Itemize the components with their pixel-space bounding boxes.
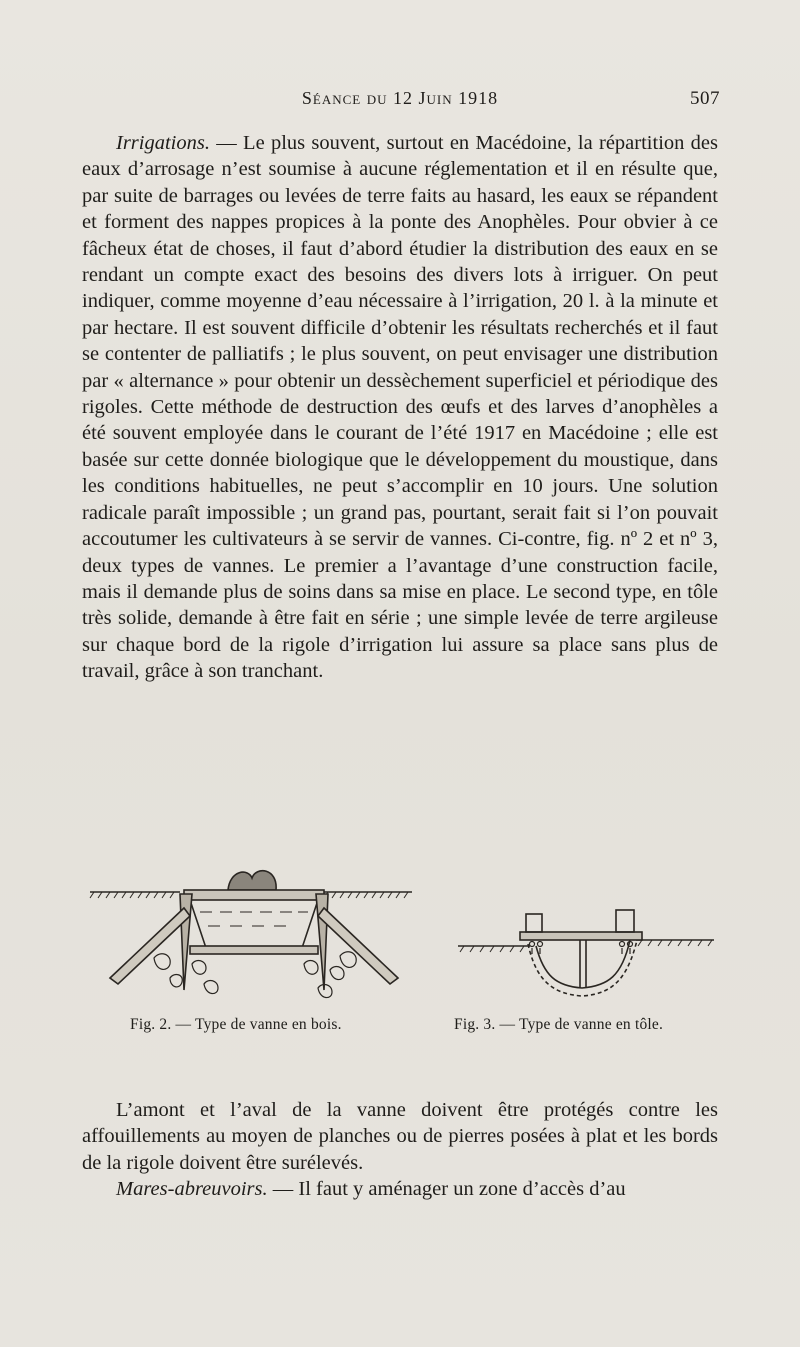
paragraph-irrigations-body: — Le plus souvent, surtout en Macédoine, la répartition des eaux d’arrosage n’est soumise à aucune réglementation et il en résulte que, par suite de barrages ou levées de terre faits au hasard, les eaux se répandent et forment des nappes propices à la ponte des Anophèles. Pour obvier à ce fâcheux état de choses, il faut d’abord étudier la distribution des eaux en se rendant un compte exact des besoins des divers lots à irriguer. On peut indiquer, comme moyenne d’eau nécessaire à l’irrigation, 20 l. à la minute et par hectare. Il est souvent difficile d’obtenir les résultats recherchés et il faut se contenter de palliatifs ; le plus souvent, on peut envisager une distribution par « alternance » pour obtenir un dessèchement superficiel et périodique des rigoles. Cette méthode de destruction des œufs et des larves d’anophèles a été souvent employée dans le courant de l’été 1917 en Macédoine ; elle est basée sur cette donnée biologique que le développement du moustique, dans les conditions habituelles, ne peut s’accomplir en 10 jours. Une solution radicale paraît impossible ; un grand pas, pourtant, serait fait si l’on pouvait accoutumer les cultivateurs à se servir de vannes. Ci-contre, fig. nº 2 et nº 3, deux types de vannes. Le premier a l’avantage d’une construction facile, mais il demande plus de soins dans sa mise en place. Le second type, en tôle très solide, demande à être fait en série ; une simple levée de terre argileuse sur chaque bord de la rigole d’irrigation lui assure sa place sans plus de travail, grâce à son tranchant. <box>82 132 718 683</box>
paragraph-irrigations-lead: Irrigations. <box>116 132 210 154</box>
figures-area <box>80 860 730 1060</box>
main-text-block <box>82 130 718 685</box>
lower-text-block <box>82 1097 718 1203</box>
running-head <box>80 88 720 114</box>
paragraph-irrigations <box>82 130 718 685</box>
page-number: 507 <box>690 88 720 109</box>
paragraph-mares-body: — Il faut y aménager un zone d’accès d’au <box>267 1178 626 1201</box>
paragraph-mares-lead: Mares-abreuvoirs. <box>116 1178 268 1201</box>
fig2-caption: Fig. 2. — Type de vanne en bois. <box>130 1016 342 1033</box>
paragraph-mares <box>82 1176 718 1202</box>
fig3-caption: Fig. 3. — Type de vanne en tôle. <box>454 1016 664 1033</box>
fig2-wooden-gate-drawing <box>80 860 420 1020</box>
paragraph-amont: L’amont et l’aval de la vanne doivent être protégés contre les affouillements au moyen de planches ou de pierres posées à plat et les bords de la rigole doivent être surélevés. <box>82 1099 718 1174</box>
running-head-title: Séance du 12 Juin 1918 <box>301 88 499 108</box>
